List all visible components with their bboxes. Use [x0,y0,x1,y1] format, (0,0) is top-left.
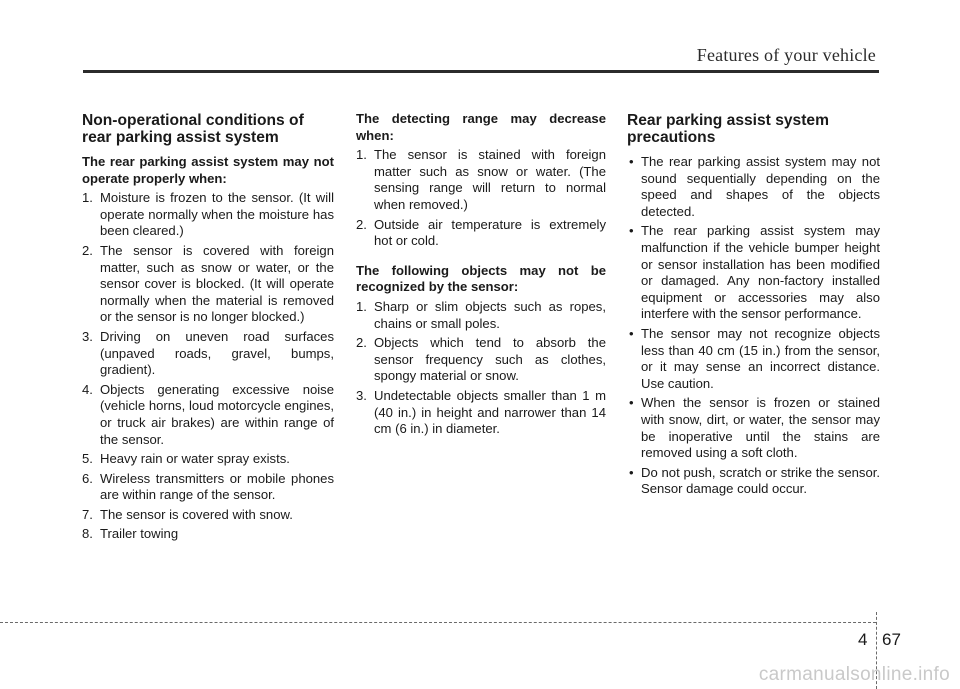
list-item [82,507,334,524]
item-number: 5. [82,451,93,467]
bullet-text: When the sensor is frozen or stained with snow, dirt, or water, the sensor may be inoperative until the stains are removed using a soft cloth. [641,395,880,461]
item-number: 3. [82,328,93,344]
item-text: Driving on uneven road surfaces (unpaved roads, gravel, bumps, gradient). [100,328,334,378]
item-text: Outside air temperature is extremely hot or cold. [374,216,606,249]
header-rule [83,70,879,73]
item-number: 7. [82,506,93,522]
item-text: Moisture is frozen to the sensor. (It will operate normally when the moisture has been cleared.) [100,190,334,239]
non-operational-intro: The rear parking assist system may not operate properly when: [82,154,334,186]
header-title: Features of your vehicle [696,45,876,65]
item-text: Trailer towing [100,526,179,542]
bullet-text: The sensor may not recognize objects less than 40 cm (15 in.) from the sensor, or it may sense an incorrect distance. Use caution. [641,325,880,391]
bullet-marker: • [629,154,634,169]
item-number: 1. [82,190,93,206]
item-text: The sensor is covered with foreign matter, such as snow or water, or the sensor cover is blocked. (It will operate normally when the material is removed or the sensor is no longer blocked.) [100,242,334,325]
right-column [627,112,880,501]
list-item [356,217,606,250]
list-item [356,147,606,213]
list-item [356,335,606,385]
list-item [82,526,334,543]
item-number: 6. [82,470,93,486]
detecting-range-heading: The detecting range may decrease when: [356,111,606,143]
item-text: Objects which tend to absorb the sensor frequency such as clothes, spongy material or snow. [374,335,606,384]
item-number: 2. [356,216,367,232]
non-operational-heading: Non-operational conditions of rear parking assist system [82,112,304,146]
item-text: The sensor is stained with foreign matter such as snow or water. (The sensing range will return to normal when removed.) [374,147,606,212]
bullet-item [627,465,880,498]
item-number: 8. [82,526,93,542]
bullet-item [627,223,880,323]
item-number: 4. [82,381,93,397]
item-number: 1. [356,147,367,163]
list-item [82,190,334,240]
item-text: Wireless transmitters or mobile phones are within range of the sensor. [100,470,334,503]
list-item [82,243,334,326]
section-number: 4 [858,630,868,649]
bullet-marker: • [629,325,634,341]
bullet-marker: • [629,223,634,239]
non-operational-list [82,190,334,543]
bullet-text: Do not push, scratch or strike the sensor. Sensor damage could occur. [641,464,880,497]
list-item [82,382,334,448]
list-item [356,299,606,332]
item-text: Sharp or slim objects such as ropes, chains or small poles. [374,298,606,331]
item-text: Heavy rain or water spray exists. [100,451,290,467]
detecting-range-list [356,147,606,250]
watermark-text: carmanualsonline.info [758,664,950,685]
item-number: 2. [356,335,367,351]
unrecognized-objects-list [356,299,606,438]
item-text: Objects generating excessive noise (vehicle horns, loud motorcycle engines, or truck air brakes) are within range of the sensor. [100,381,334,447]
spacer [356,253,606,263]
item-number: 1. [356,298,367,314]
list-item [356,388,606,438]
list-item [82,451,334,468]
footer-rule [0,622,876,623]
item-text: The sensor is covered with snow. [100,506,293,522]
bullet-marker: • [629,464,634,480]
item-text: Undetectable objects smaller than 1 m (40 in.) in height and narrower than 14 cm (6 in.) in diameter. [374,387,606,437]
bullet-item [627,326,880,392]
page-number: 67 [882,630,901,649]
left-column [82,112,334,546]
bullet-text: The rear parking assist system may malfunction if the vehicle bumper height or sensor installation has been modified or damaged. Any non-factory installed equipment or accessories may also interfere with the sensor performance. [641,223,880,322]
middle-column [356,111,606,441]
list-item [82,471,334,504]
precautions-list [627,154,880,498]
list-item [82,329,334,379]
bullet-text: The rear parking assist system may not sound sequentially depending on the speed and shapes of the objects detected. [641,154,880,219]
bullet-item [627,154,880,220]
unrecognized-objects-heading: The following objects may not be recognized by the sensor: [356,262,606,295]
precautions-heading: Rear parking assist system precautions [627,112,829,146]
bullet-marker: • [629,395,634,411]
item-number: 3. [356,387,367,403]
item-number: 2. [82,242,93,258]
bullet-item [627,395,880,461]
